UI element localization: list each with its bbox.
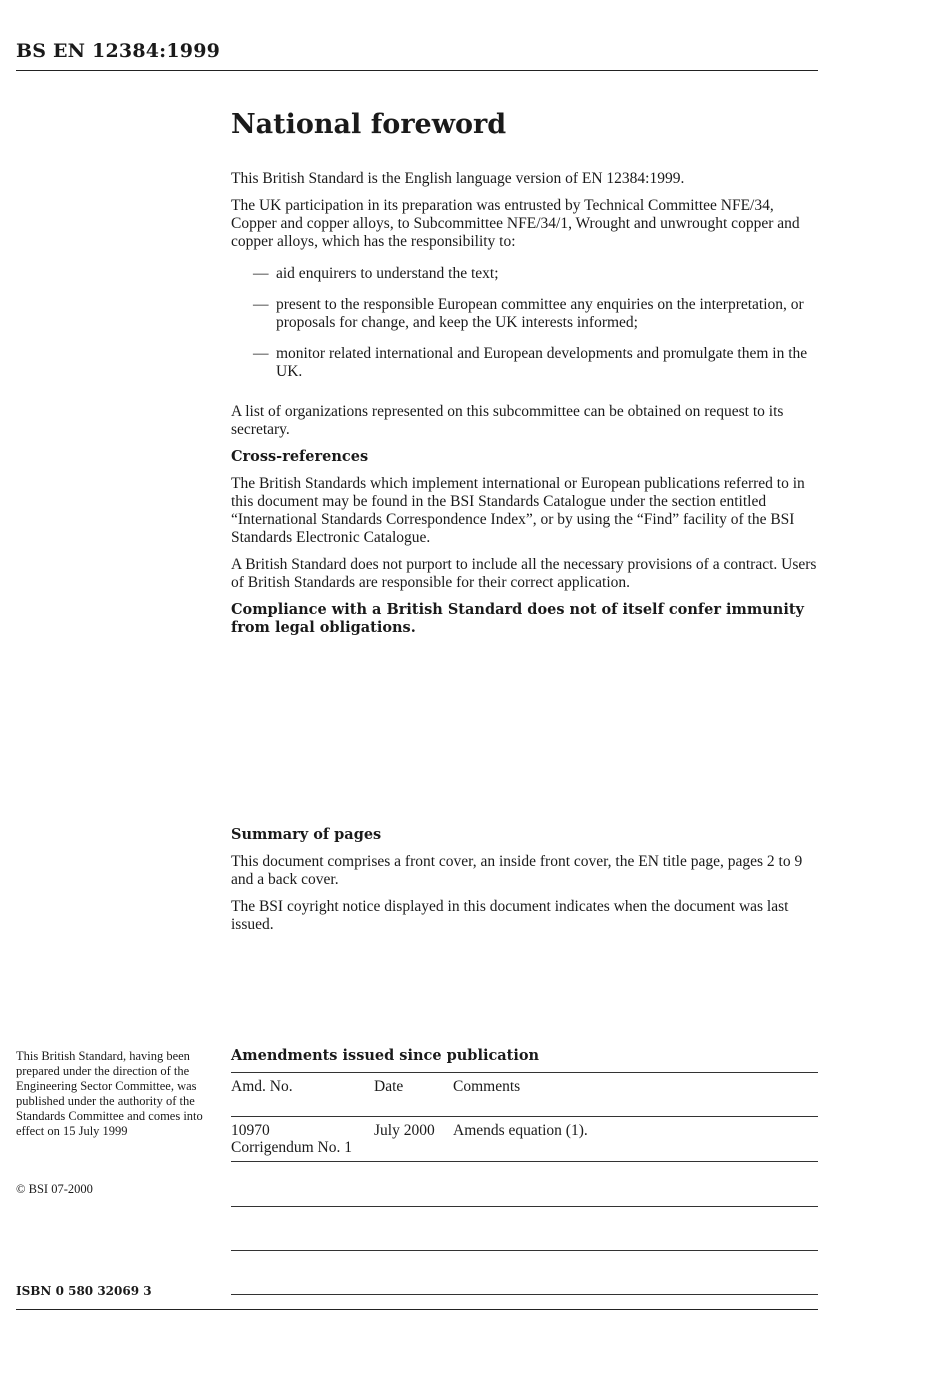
list-item (231, 296, 821, 332)
page-title: National foreword (231, 109, 507, 140)
amd-comments: Amends equation (1). (453, 1122, 588, 1139)
table-rule (231, 1161, 818, 1162)
isbn: ISBN 0 580 32069 3 (16, 1284, 152, 1298)
publication-note: This British Standard, having been prepared under the direction of the Engineering Sector Committee, was published under the authority of the Standards Committee and comes into effect on 15 July 1999 (16, 1049, 203, 1138)
organizations-paragraph: A list of organizations represented on this subcommittee can be obtained on request to its secretary. (231, 403, 784, 438)
responsibility-list (231, 265, 821, 381)
summary-of-pages (231, 826, 821, 943)
dash-marker: — (253, 345, 269, 362)
amendments-title: Amendments issued since publication (231, 1047, 540, 1064)
column-header-amd-no: Amd. No. (231, 1078, 293, 1095)
table-rule (231, 1250, 818, 1251)
list-item-text: monitor related international and European developments and promulgate them in the UK. (276, 345, 808, 380)
table-rule (231, 1294, 818, 1295)
list-item-text: present to the responsible European committee any enquiries on the interpretation, or proposals for change, and keep the UK interests informed; (276, 296, 804, 331)
intro-paragraph: This British Standard is the English language version of EN 12384:1999. (231, 170, 685, 187)
summary-copyright-paragraph: The BSI coyright notice displayed in this document indicates when the document was last issued. (231, 898, 789, 933)
column-header-comments: Comments (453, 1078, 521, 1095)
cross-references-heading: Cross-references (231, 448, 369, 465)
summary-heading: Summary of pages (231, 826, 382, 843)
cross-references-paragraph: The British Standards which implement international or European publications referred to in this document may be found in the BSI Standards Catalogue under the section entitled “International Standards Correspondence Index”, or by using the “Find” facility of the BSI Standards Electronic Catalogue. (231, 475, 805, 546)
dash-marker: — (253, 296, 269, 313)
amd-corrigendum: Corrigendum No. 1 (231, 1139, 352, 1156)
footer-divider (16, 1309, 818, 1310)
compliance-notice: Compliance with a British Standard does not of itself confer immunity from legal obligations. (231, 601, 804, 636)
table-rule (231, 1072, 818, 1073)
document-id: BS EN 12384:1999 (16, 40, 221, 62)
participation-paragraph: The UK participation in its preparation was entrusted by Technical Committee NFE/34, Copper and copper alloys, to Subcommittee NFE/34/1, Wrought and unwrought copper and copper alloys, which has the responsibility to: (231, 197, 800, 250)
national-foreword (231, 108, 821, 637)
copyright-line: © BSI 07-2000 (16, 1182, 93, 1196)
header-divider (16, 70, 818, 71)
list-item-text: aid enquirers to understand the text; (276, 265, 499, 282)
table-rule (231, 1116, 818, 1117)
amd-date: July 2000 (374, 1122, 435, 1139)
list-item (231, 345, 821, 381)
table-rule (231, 1206, 818, 1207)
list-item (231, 265, 821, 283)
column-header-date: Date (374, 1078, 404, 1095)
summary-pages-paragraph: This document comprises a front cover, an inside front cover, the EN title page, pages 2 to 9 and a back cover. (231, 853, 803, 888)
contract-paragraph: A British Standard does not purport to include all the necessary provisions of a contract. Users of British Standards are responsible for their correct application. (231, 556, 817, 591)
amd-number: 10970 (231, 1122, 270, 1139)
dash-marker: — (253, 265, 269, 282)
